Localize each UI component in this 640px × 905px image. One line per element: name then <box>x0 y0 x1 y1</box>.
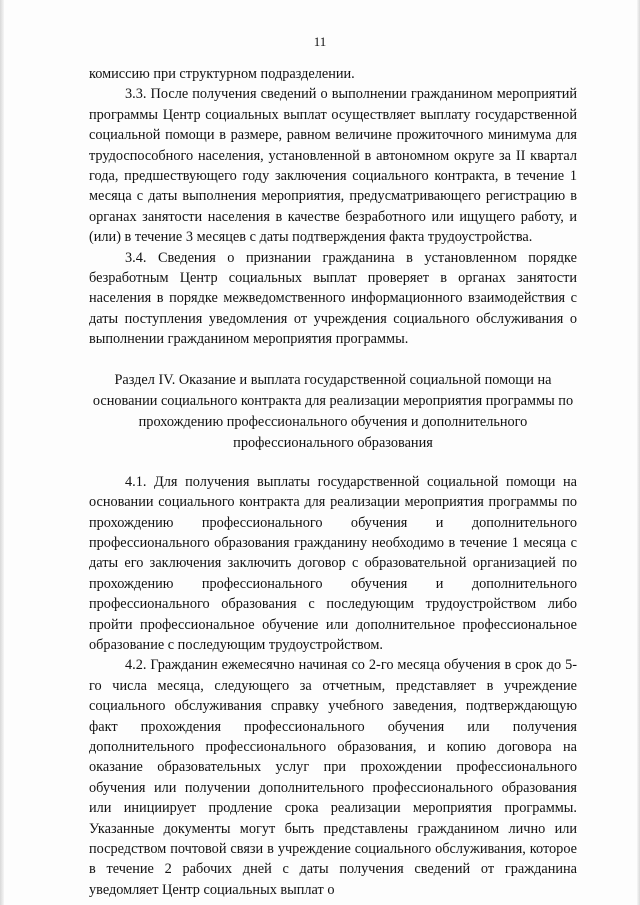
paragraph-3-3: 3.3. После получения сведений о выполнении гражданином мероприятий программы Центр социальных выплат осуществляет выплату государственной социальной помощи в размере, равном величине прожиточного минимума для трудоспособного населения, установленной в автономном округе за II квартал года, предшествующего году заключения социального контракта, в течение 1 месяца с даты выполнения мероприятия, предусматривающего регистрацию в органах занятости населения в качестве безработного или ищущего работу, и (или) в течение 3 месяцев с даты подтверждения факта трудоустройства. <box>89 86 577 246</box>
page-number: 11 <box>313 34 327 49</box>
scan-edge-left <box>0 0 4 905</box>
section-title: Раздел IV. Оказание и выплата государственной социальной помощи на основании социального контракта для реализации мероприятия программы по прохождению профессионального обучения и дополнительного профессионального образования <box>92 371 574 451</box>
paragraph-4-2: 4.2. Гражданин ежемесячно начиная со 2-го месяца обучения в срок до 5-го числа месяца, следующего за отчетным, представляет в учреждение социального обслуживания справку учебного заведения, подтверждающую факт прохождения профессионального обучения или получения дополнительного профессионального образования, и копию договора на оказание образовательных услуг при прохождении профессионального обучения или получении дополнительного профессионального образования или инициирует продление срока реализации мероприятия программы. Указанные документы могут быть представлены гражданином лично или посредством почтовой связи в учреждение социального обслуживания, которое в течение 2 рабочих дней с даты получения сведений от гражданина уведомляет Центр социальных выплат о <box>89 657 577 898</box>
paragraph-continuation: комиссию при структурном подразделении. <box>89 66 355 82</box>
paragraph-3-4: 3.4. Сведения о признании гражданина в установленном порядке безработным Центр социальных выплат проверяет в органах занятости населения в порядке межведомственного информационного взаимодействия с даты поступления уведомления от учреждения социального обслуживания о выполнении гражданином мероприятия программы. <box>89 249 577 348</box>
paragraph-4-1: 4.1. Для получения выплаты государственной социальной помощи на основании социального контракта для реализации мероприятия программы по прохождению профессионального обучения и дополнительного профессионального образования гражданину необходимо в течение 1 месяца с даты его заключения заключить договор с образовательной организацией по прохождению профессионального обучения и дополнительного профессионального образования с последующим трудоустройством либо пройти профессиональное обучение или дополнительное профессиональное образование с последующим трудоустройством. <box>89 473 577 653</box>
document-body <box>89 64 577 900</box>
